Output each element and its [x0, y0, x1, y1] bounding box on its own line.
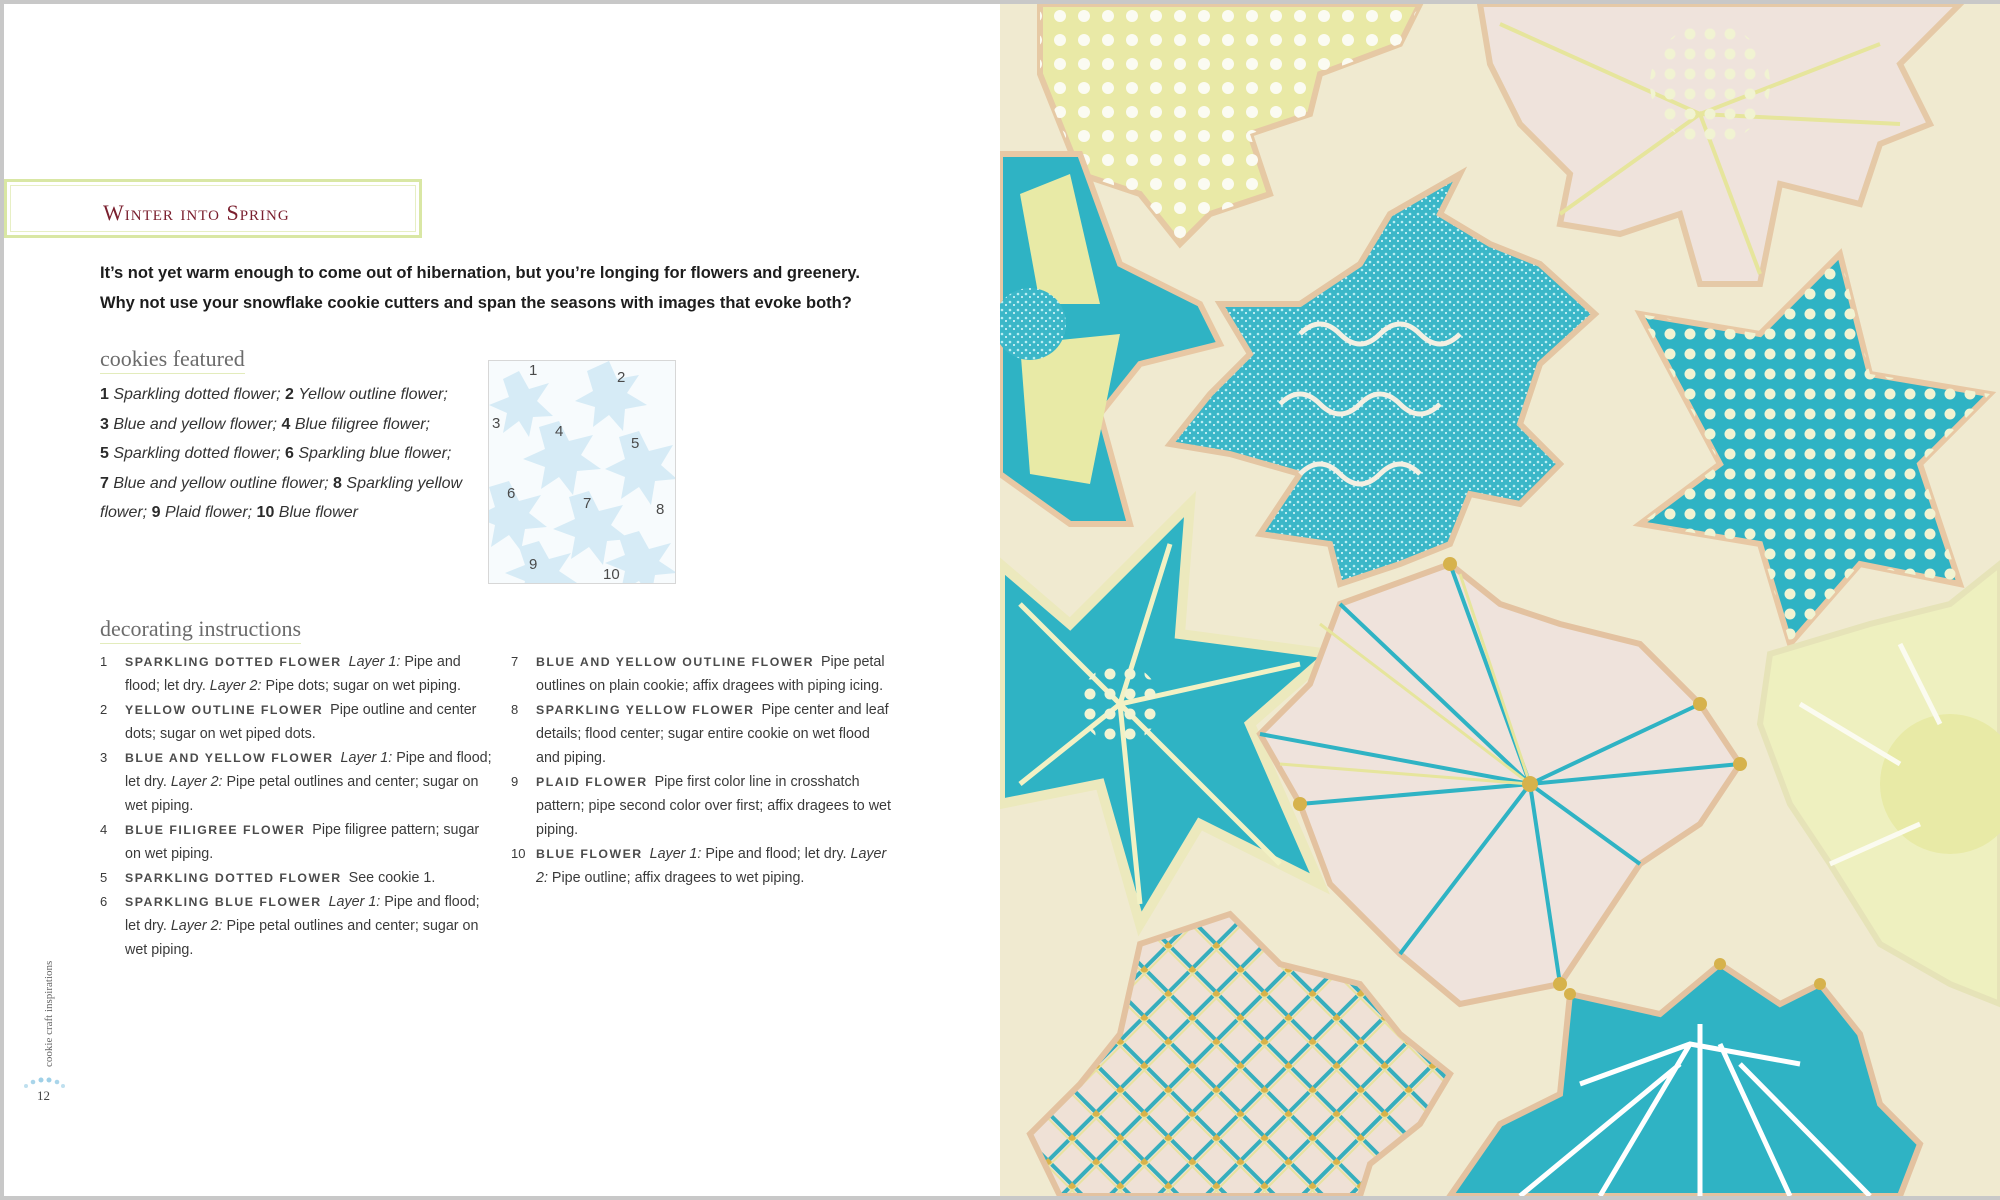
frame-border-bottom — [0, 1196, 2000, 1200]
diagram-label-1: 1 — [529, 362, 538, 379]
cookies-featured-list — [100, 380, 485, 528]
cookie-name: Sparkling yellow flower; — [100, 474, 463, 521]
instruction-number: 3 — [100, 750, 108, 765]
layer-label: Layer 1: — [328, 894, 381, 910]
instruction-cookie-name: BLUE AND YELLOW FLOWER — [125, 751, 334, 765]
layer-label: Layer 1: — [340, 750, 393, 766]
diagram-label-5: 5 — [631, 435, 640, 452]
instruction-text: Pipe and flood; let dry. — [705, 846, 847, 862]
cookie-number: 4 — [281, 415, 291, 433]
instruction-text: Pipe outline; affix dragees to wet piping. — [551, 870, 805, 886]
cookie-name: Blue and yellow outline flower; — [113, 474, 329, 492]
diagram-label-10: 10 — [603, 566, 620, 583]
instruction-number: 7 — [511, 654, 519, 669]
instruction-number: 4 — [100, 822, 108, 837]
cookie-name: Yellow outline flower; — [298, 386, 448, 403]
diagram-label-6: 6 — [507, 485, 516, 502]
cookie-name: Sparkling dotted flower; — [113, 445, 281, 462]
diagram-label-8: 8 — [656, 501, 665, 518]
cookie-number: 3 — [100, 415, 109, 433]
cookie-number: 10 — [256, 504, 275, 521]
instruction-cookie-name: SPARKLING BLUE FLOWER — [125, 895, 322, 909]
instruction-number: 1 — [100, 654, 108, 669]
layer-label: Layer 2: — [536, 846, 887, 886]
instruction-text: Pipe outline and center dots; sugar on wet piped dots. — [125, 702, 477, 742]
instruction-number: 6 — [100, 894, 108, 909]
layer-label: Layer 2: — [170, 774, 223, 790]
cookies-photo — [1000, 4, 2000, 1196]
cookie-name: Blue filigree flower; — [294, 415, 430, 433]
instruction-item — [100, 650, 495, 698]
instruction-text: Pipe dots; sugar on wet piping. — [265, 678, 461, 694]
diagram-label-4: 4 — [555, 423, 564, 440]
cookie-number: 2 — [285, 386, 294, 403]
instruction-cookie-name: BLUE AND YELLOW OUTLINE FLOWER — [536, 655, 814, 669]
instruction-item — [511, 698, 891, 770]
page-title: Winter into Spring — [103, 200, 290, 225]
cookie-key-diagram — [488, 360, 676, 584]
instruction-number: 9 — [511, 774, 519, 789]
cookies-illustration — [1000, 4, 2000, 1196]
instruction-item — [100, 746, 495, 818]
cookie-number: 7 — [100, 474, 109, 492]
instruction-cookie-name: SPARKLING DOTTED FLOWER — [125, 871, 342, 885]
cookie-name: Blue flower — [278, 504, 358, 521]
instruction-cookie-name: YELLOW OUTLINE FLOWER — [125, 703, 324, 717]
instruction-text: Pipe and flood; let dry. — [125, 894, 480, 934]
running-footer-label: cookie craft inspirations — [43, 960, 55, 1067]
cookie-number: 9 — [151, 504, 161, 521]
instruction-cookie-name: BLUE FLOWER — [536, 847, 643, 861]
instruction-text: Pipe and flood; let dry. — [125, 654, 461, 694]
instruction-text: Pipe petal outlines and center; sugar on wet piping. — [125, 918, 479, 958]
page-number: 12 — [37, 1088, 50, 1103]
instruction-item — [100, 866, 495, 890]
instruction-number: 8 — [511, 702, 519, 717]
instruction-text: Pipe and flood; let dry. — [125, 750, 492, 790]
diagram-label-2: 2 — [617, 369, 626, 386]
snowflake-silhouettes — [489, 361, 676, 584]
diagram-label-3: 3 — [492, 415, 501, 432]
instruction-text: Pipe filigree pattern; sugar on wet piping. — [125, 822, 480, 862]
layer-label: Layer 2: — [170, 918, 223, 934]
instruction-text: See cookie 1. — [348, 870, 436, 886]
instruction-number: 10 — [511, 846, 526, 861]
instruction-text: Pipe center and leaf details; flood center; sugar entire cookie on wet flood and piping. — [536, 702, 889, 766]
layer-label: Layer 1: — [348, 654, 401, 670]
layer-label: Layer 2: — [209, 678, 262, 694]
cookie-name: Sparkling dotted flower; — [113, 386, 281, 403]
layer-label: Layer 1: — [649, 846, 702, 862]
decorating-instructions-heading: decorating instructions — [100, 616, 301, 644]
instruction-text: Pipe first color line in crosshatch pattern; pipe second color over first; affix dragees to wet piping. — [536, 774, 891, 838]
cookies-featured-heading: cookies featured — [100, 346, 245, 374]
instruction-item — [511, 770, 891, 842]
diagram-label-9: 9 — [529, 556, 538, 573]
instruction-cookie-name: PLAID FLOWER — [536, 775, 648, 789]
instruction-item — [100, 890, 495, 962]
instruction-text: Pipe petal outlines and center; sugar on wet piping. — [125, 774, 479, 814]
instruction-number: 5 — [100, 870, 108, 885]
instruction-item — [511, 650, 891, 698]
cookie-name: Plaid flower; — [164, 504, 253, 521]
cookie-name: Blue and yellow flower; — [113, 415, 277, 433]
cookie-number: 1 — [100, 386, 109, 403]
instruction-item — [100, 818, 495, 866]
title-box — [4, 179, 422, 238]
instruction-text: Pipe petal outlines on plain cookie; affix dragees with piping icing. — [536, 654, 885, 694]
instruction-cookie-name: BLUE FILIGREE FLOWER — [125, 823, 306, 837]
intro-paragraph: It’s not yet warm enough to come out of hibernation, but you’re longing for flowers and greenery. Why not use your snowflake cookie cutters and span the seasons with images that evoke both? — [100, 264, 860, 312]
cookie-number: 8 — [333, 474, 342, 492]
cookie-number: 6 — [285, 445, 294, 462]
diagram-label-7: 7 — [583, 495, 592, 512]
instruction-cookie-name: SPARKLING YELLOW FLOWER — [536, 703, 755, 717]
cookie-name: Sparkling blue flower; — [298, 445, 452, 462]
instruction-item — [511, 842, 891, 890]
instruction-number: 2 — [100, 702, 108, 717]
cookie-number: 5 — [100, 445, 109, 462]
instructions-column-left — [100, 650, 495, 962]
instruction-item — [100, 698, 495, 746]
instruction-cookie-name: SPARKLING DOTTED FLOWER — [125, 655, 342, 669]
instructions-column-right — [511, 650, 891, 890]
